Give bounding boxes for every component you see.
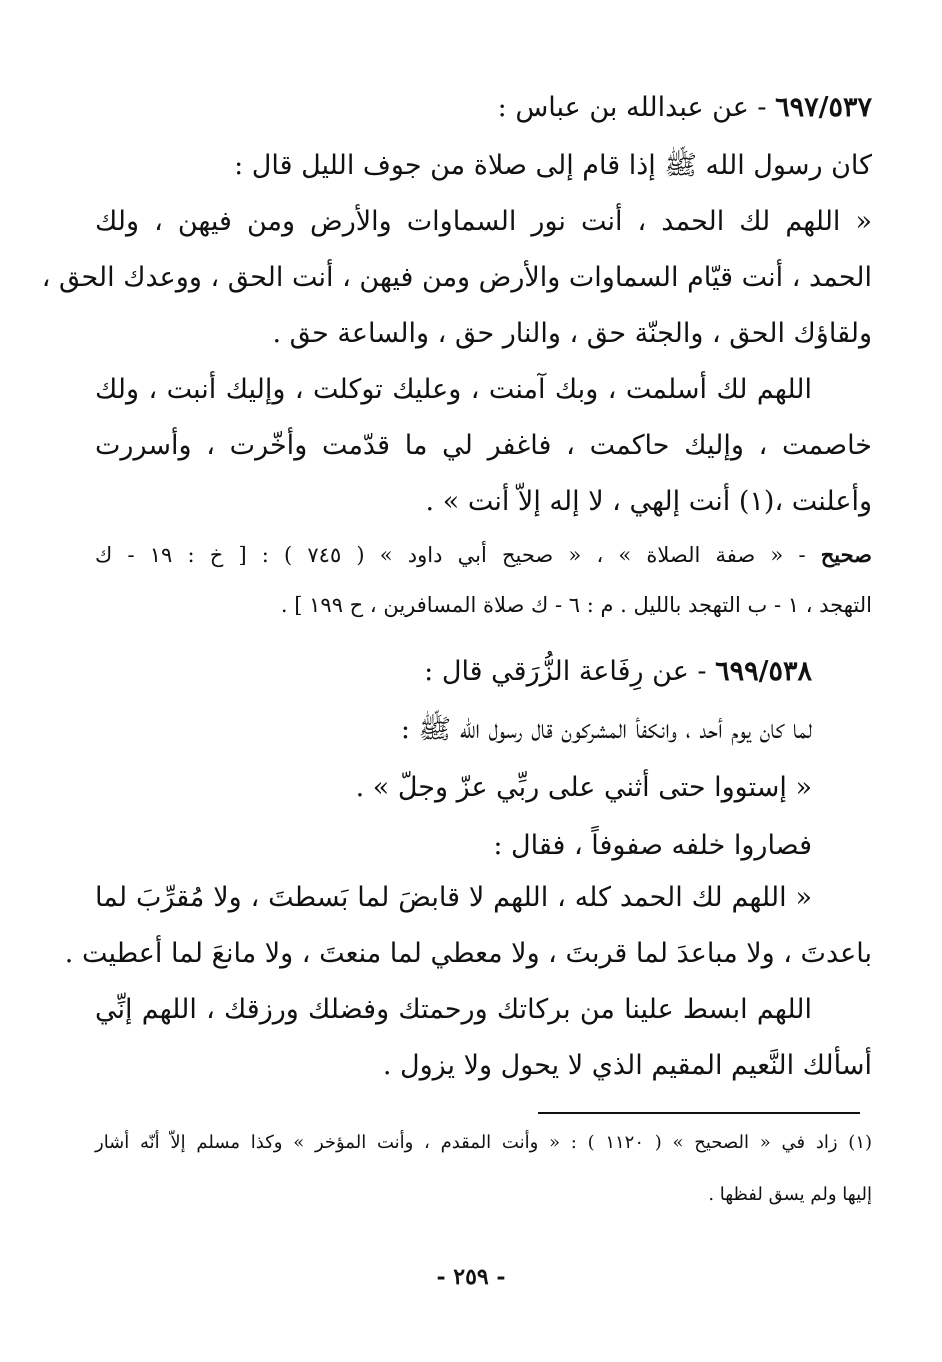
grade-text: - « صفة الصلاة » ، « صحيح أبي داود » ( ٧٤٥ ) : [ خ : ١٩ - ك <box>95 543 821 567</box>
footnote-divider <box>538 1112 860 1114</box>
hadith-537-grade <box>95 538 872 572</box>
hadith-537-line-4: ولقاؤك الحق ، والجنّة حق ، والنار حق ، والساعة حق . <box>272 318 872 349</box>
grade-label: صحيح <box>820 542 872 567</box>
hadith-538-number: ٦٩٩/٥٣٨ <box>715 656 812 687</box>
hadith-537-line-1: كان رسول الله ﷺ إذا قام إلى صلاة من جوف الليل قال : <box>234 150 872 181</box>
hadith-538-heading <box>424 652 812 692</box>
hadith-538-line-3: فصاروا خلفه صفوفاً ، فقال : <box>493 830 812 861</box>
hadith-537-line-2: « اللهم لك الحمد ، أنت نور السماوات والأرض ومن فيهن ، ولك <box>95 206 872 237</box>
hadith-538-line-2: « إستووا حتى أثني على ربِّي عزّ وجلّ » . <box>355 772 812 803</box>
hadith-537-line-3: الحمد ، أنت قيّام السماوات والأرض ومن فيهن ، أنت الحق ، ووعدك الحق ، <box>41 262 872 293</box>
footnote-line-1: (١) زاد في « الصحيح » ( ١١٢٠ ) : « وأنت المقدم ، وأنت المؤخر » وكذا مسلم إلاّ أنّه أشار <box>95 1132 873 1153</box>
hadith-538-line-6: اللهم ابسط علينا من بركاتك ورحمتك وفضلك ورزقك ، اللهم إنِّي <box>95 994 812 1025</box>
hadith-537-source: التهجد ، ١ - ب التهجد بالليل . م : ٦ - ك صلاة المسافرين ، ح ١٩٩ ] . <box>280 593 872 617</box>
hadith-538-line-1: لما كان يوم أحد ، وانكفأ المشركون قال رسول الله ﷺ : <box>400 714 812 745</box>
hadith-538-line-5: باعدتَ ، ولا مباعدَ لما قربتَ ، ولا معطي لما منعتَ ، ولا مانعَ لما أعطيت . <box>64 938 872 969</box>
hadith-538-line-7: أسألك النَّعيم المقيم الذي لا يحول ولا يزول . <box>382 1050 872 1081</box>
hadith-538-line-4: « اللهم لك الحمد كله ، اللهم لا قابضَ لما بَسطتَ ، ولا مُقرِّبَ لما <box>95 882 812 913</box>
hadith-537-line-6: خاصمت ، وإليك حاكمت ، فاغفر لي ما قدّمت وأخّرت ، وأسررت <box>95 430 872 461</box>
hadith-538-heading-text: - عن رِفَاعة الزُّرَقي قال : <box>424 656 716 687</box>
hadith-537-number: ٦٩٧/٥٣٧ <box>775 92 872 123</box>
hadith-537-heading <box>498 88 872 128</box>
hadith-537-line-5: اللهم لك أسلمت ، وبك آمنت ، وعليك توكلت ، وإليك أنبت ، ولك <box>95 374 812 405</box>
hadith-537-line-7: وأعلنت ،(١) أنت إلهي ، لا إله إلاّ أنت » . <box>425 486 872 517</box>
page-number: - ٢٥٩ - <box>436 1264 506 1290</box>
footnote-line-2: إليها ولم يسق لفظها . <box>708 1184 872 1205</box>
hadith-537-heading-text: - عن عبدالله بن عباس : <box>497 92 776 123</box>
